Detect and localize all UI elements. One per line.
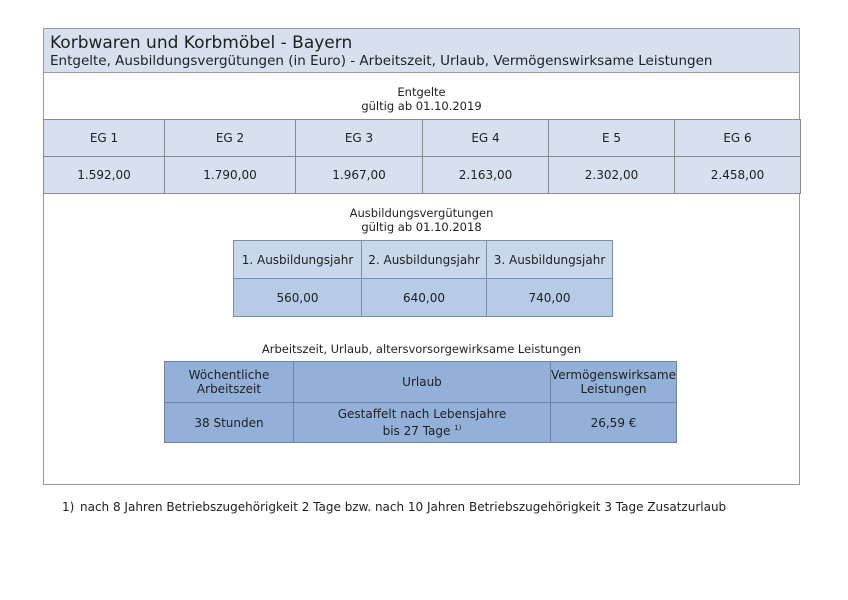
header-line: Wöchentliche (188, 368, 270, 382)
document-subtitle: Entgelte, Ausbildungsvergütungen (in Euro) - Arbeitszeit, Urlaub, Vermögenswirksame Leistungen (50, 53, 713, 69)
table-cell: 26,59 € (551, 403, 677, 443)
table-header-row (44, 120, 801, 157)
column-header: EG 2 (165, 120, 296, 157)
table-cell: 740,00 (487, 279, 613, 317)
document-frame (43, 28, 800, 485)
header-line: Leistungen (580, 382, 647, 396)
entgelte-caption-title: Entgelte (397, 85, 446, 99)
footnote-reference: 1) (454, 424, 462, 432)
column-header (165, 362, 294, 403)
table-cell: 1.592,00 (44, 157, 165, 194)
document-header (44, 29, 799, 73)
table-row (165, 403, 677, 443)
column-header: Urlaub (294, 362, 551, 403)
table-cell: 640,00 (362, 279, 487, 317)
table-row (44, 157, 801, 194)
ausbildung-caption-title: Ausbildungsvergütungen (349, 206, 494, 220)
table-cell (294, 403, 551, 443)
ausbildung-caption (44, 206, 799, 234)
column-header: E 5 (549, 120, 675, 157)
column-header: 1. Ausbildungsjahr (234, 241, 362, 279)
table-cell: 2.302,00 (549, 157, 675, 194)
cell-line: Gestaffelt nach Lebensjahre (337, 407, 507, 421)
column-header: 2. Ausbildungsjahr (362, 241, 487, 279)
header-line: Vermögenswirksame (551, 368, 676, 382)
footnote (62, 500, 726, 514)
table-row (234, 279, 613, 317)
entgelte-caption (44, 85, 799, 113)
table-cell: 38 Stunden (165, 403, 294, 443)
column-header: 3. Ausbildungsjahr (487, 241, 613, 279)
footnote-text: nach 8 Jahren Betriebszugehörigkeit 2 Tage bzw. nach 10 Jahren Betriebszugehörigkeit 3 Tage Zusatzurlaub (80, 500, 727, 514)
column-header: EG 3 (296, 120, 423, 157)
document-title: Korbwaren und Korbmöbel - Bayern (50, 33, 353, 53)
arbeitszeit-table (164, 361, 677, 443)
footnote-number: 1) (62, 500, 75, 514)
column-header (551, 362, 677, 403)
ausbildung-caption-date: gültig ab 01.10.2018 (361, 220, 482, 234)
table-cell: 560,00 (234, 279, 362, 317)
column-header: EG 4 (423, 120, 549, 157)
entgelte-table (43, 119, 801, 194)
table-cell: 1.967,00 (296, 157, 423, 194)
table-cell: 1.790,00 (165, 157, 296, 194)
table-header-row (234, 241, 613, 279)
column-header: EG 1 (44, 120, 165, 157)
column-header: EG 6 (675, 120, 801, 157)
arbeitszeit-caption: Arbeitszeit, Urlaub, altersvorsorgewirksame Leistungen (261, 342, 582, 356)
cell-line (294, 421, 550, 438)
entgelte-caption-date: gültig ab 01.10.2019 (361, 99, 482, 113)
table-cell: 2.163,00 (423, 157, 549, 194)
table-cell: 2.458,00 (675, 157, 801, 194)
header-line: Arbeitszeit (196, 382, 262, 396)
table-header-row (165, 362, 677, 403)
ausbildung-table (233, 240, 613, 317)
cell-text: bis 27 Tage (382, 424, 451, 438)
